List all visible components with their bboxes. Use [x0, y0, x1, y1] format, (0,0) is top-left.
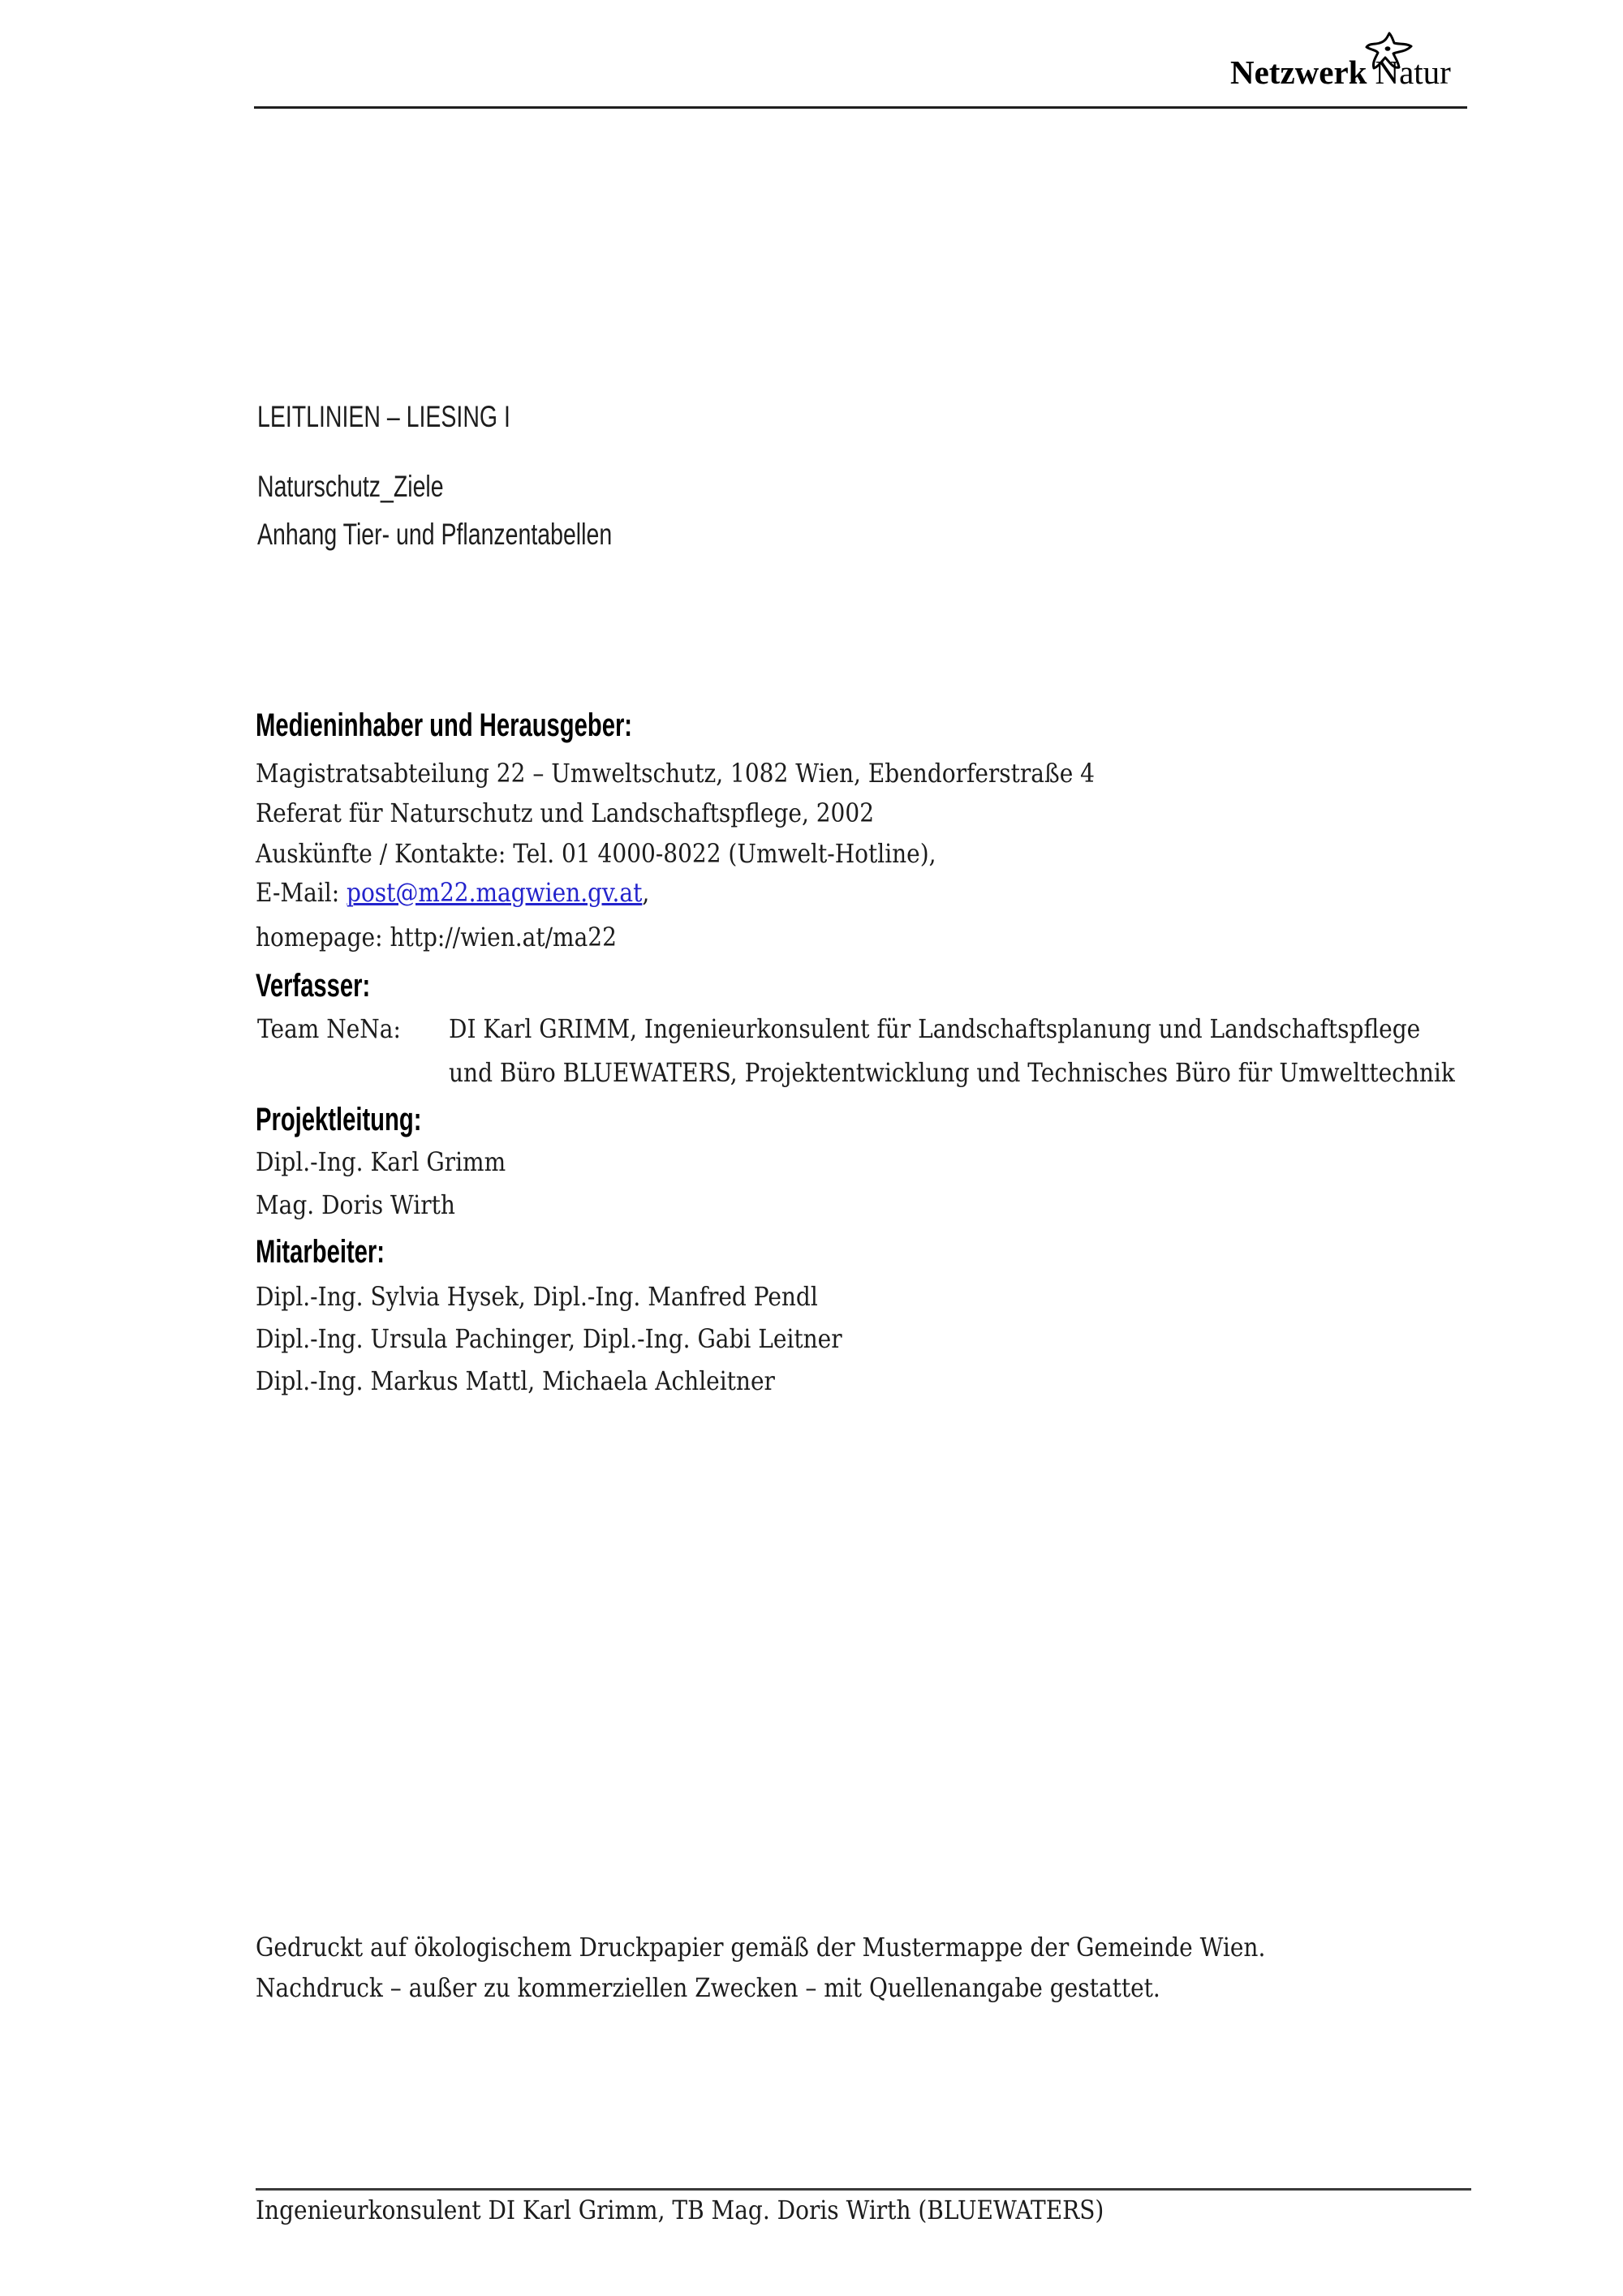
- logo: [1230, 56, 1451, 89]
- footer-rule: [256, 2188, 1471, 2191]
- imprint-email-line: [256, 877, 650, 908]
- imprint-department: Referat für Naturschutz und Landschaftspflege, 2002: [256, 798, 875, 828]
- print-note-line-1: Gedruckt auf ökologischem Druckpapier gemäß der Mustermappe der Gemeinde Wien.: [256, 1932, 1266, 1963]
- team-line-1: DI Karl GRIMM, Ingenieurkonsulent für Landschaftsplanung und Landschaftspflege: [449, 1013, 1421, 1044]
- star-plant-icon: [1364, 31, 1414, 75]
- logo-text-regular: Natur: [1375, 54, 1451, 91]
- mitarbeiter-heading: Mitarbeiter:: [256, 1234, 385, 1270]
- page-title: LEITLINIEN – LIESING I: [257, 400, 510, 433]
- email-link[interactable]: post@m22.magwien.gv.at: [347, 877, 643, 908]
- mitarbeiter-line-2: Dipl.-Ing. Ursula Pachinger, Dipl.-Ing. Gabi Leitner: [256, 1323, 842, 1354]
- mitarbeiter-line-3: Dipl.-Ing. Markus Mattl, Michaela Achleitner: [256, 1365, 775, 1396]
- email-label: E-Mail:: [256, 877, 347, 908]
- imprint-contact: Auskünfte / Kontakte: Tel. 01 4000-8022 (Umwelt-Hotline),: [256, 838, 936, 869]
- team-line-2: und Büro BLUEWATERS, Projektentwicklung und Technisches Büro für Umwelttechnik: [449, 1057, 1455, 1088]
- header-rule: [254, 106, 1467, 109]
- projektleitung-heading: Projektleitung:: [256, 1102, 422, 1137]
- verfasser-heading: Verfasser:: [256, 968, 371, 1004]
- imprint-heading: Medieninhaber und Herausgeber:: [256, 707, 633, 743]
- page-subtitle: Naturschutz_Ziele: [257, 470, 444, 503]
- footer-text: Ingenieurkonsulent DI Karl Grimm, TB Mag. Doris Wirth (BLUEWATERS): [256, 2195, 1104, 2225]
- projektleitung-name-2: Mag. Doris Wirth: [256, 1189, 455, 1220]
- mitarbeiter-line-1: Dipl.-Ing. Sylvia Hysek, Dipl.-Ing. Manfred Pendl: [256, 1281, 818, 1312]
- imprint-homepage: homepage: http://wien.at/ma22: [256, 922, 617, 952]
- print-note-line-2: Nachdruck – außer zu kommerziellen Zwecken – mit Quellenangabe gestattet.: [256, 1972, 1160, 2003]
- page-subtitle-2: Anhang Tier- und Pflanzentabellen: [257, 518, 613, 551]
- projektleitung-name-1: Dipl.-Ing. Karl Grimm: [256, 1146, 506, 1177]
- imprint-publisher: Magistratsabteilung 22 – Umweltschutz, 1082 Wien, Ebendorferstraße 4: [256, 758, 1095, 789]
- email-suffix: ,: [642, 877, 650, 908]
- team-label: Team NeNa:: [257, 1013, 401, 1044]
- logo-text-bold: Netzwerk: [1230, 54, 1367, 91]
